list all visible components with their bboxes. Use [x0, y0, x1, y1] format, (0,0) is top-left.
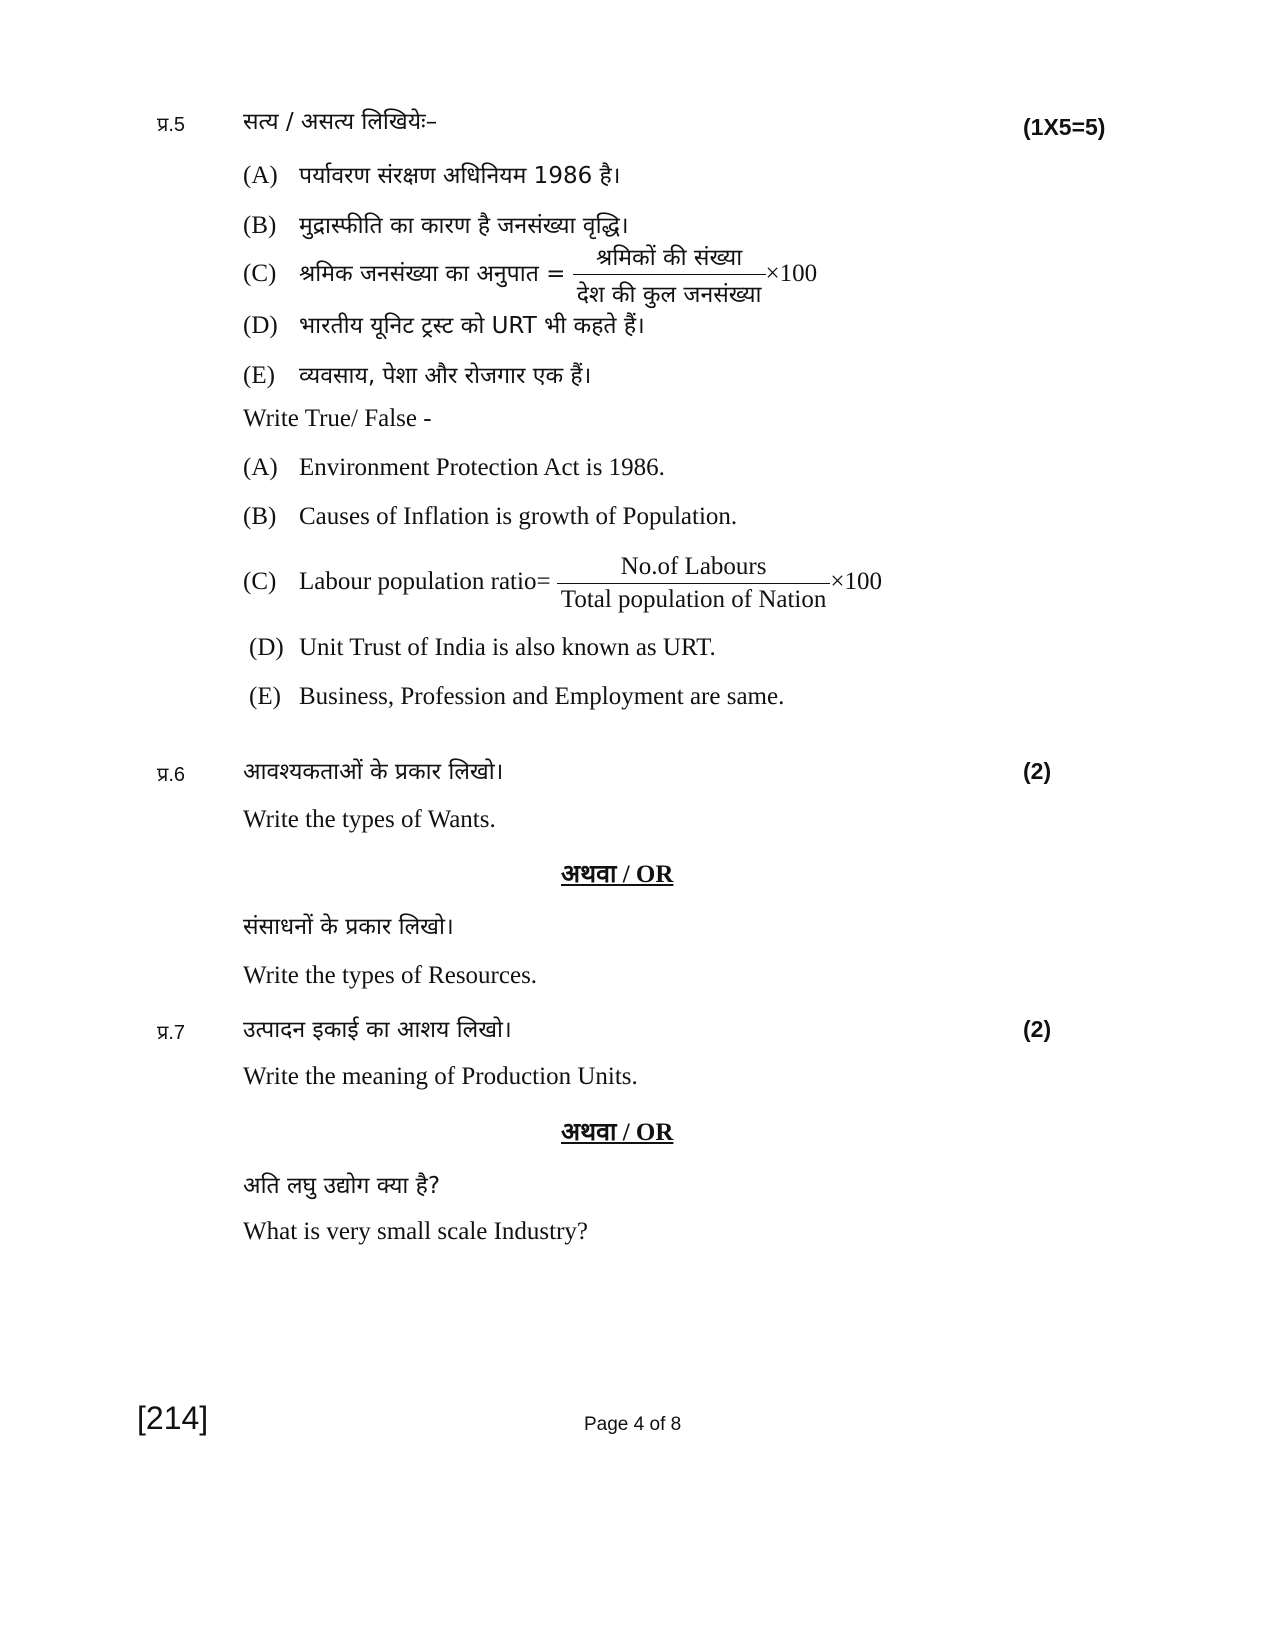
item-text: भारतीय यूनिट ट्रस्ट को URT भी कहते हैं।	[299, 313, 645, 339]
ratio-fraction	[573, 240, 766, 309]
item-text: Business, Profession and Employment are same.	[299, 683, 785, 710]
item-text: Labour population ratio=	[299, 568, 551, 596]
item-label: (E)	[243, 362, 275, 389]
q5-english-item-d	[249, 634, 716, 662]
q6-marks: (2)	[1023, 758, 1052, 784]
item-label: (E)	[249, 683, 281, 710]
item-text: Environment Protection Act is 1986.	[299, 454, 665, 481]
item-label: (D)	[243, 312, 278, 339]
fraction-numerator: No.of Labours	[620, 553, 767, 580]
item-label: (C)	[243, 568, 277, 596]
q7-alt-english: What is very small scale Industry?	[243, 1218, 589, 1245]
item-text: व्यवसाय, पेशा और रोजगार एक हैं।	[299, 363, 592, 389]
item-label: (B)	[243, 503, 277, 530]
q5-hindi-item-e	[243, 358, 591, 390]
fraction-denominator: Total population of Nation	[557, 583, 831, 614]
multiplier: ×100	[830, 568, 882, 596]
q5-english-item-c	[243, 553, 882, 614]
fraction-denominator: देश की कुल जनसंख्या	[573, 274, 766, 309]
q6-question-english: Write the types of Wants.	[243, 806, 496, 833]
q5-english-item-a	[243, 454, 665, 482]
q5-english-item-b	[243, 503, 737, 531]
multiplier: ×100	[765, 260, 818, 287]
q7-question-hindi: उत्पादन इकाई का आशय लिखो।	[243, 1017, 512, 1043]
item-text: Unit Trust of India is also known as URT.	[299, 634, 716, 661]
q6-question-hindi: आवश्यकताओं के प्रकार लिखो।	[243, 759, 504, 785]
q6-or-divider: अथवा / OR	[561, 861, 674, 888]
q7-alt-hindi: अति लघु उद्योग क्या है?	[243, 1173, 441, 1199]
q5-hindi-item-c	[243, 240, 817, 309]
item-label: (A)	[243, 454, 278, 481]
q5-hindi-item-d	[243, 308, 645, 340]
q7-question-english: Write the meaning of Production Units.	[243, 1063, 638, 1090]
q5-title-hindi: सत्य / असत्य लिखियेः–	[243, 109, 438, 135]
q5-hindi-item-b	[243, 208, 629, 240]
item-text: श्रमिक जनसंख्या का अनुपात =	[299, 261, 566, 287]
fraction-numerator: श्रमिकों की संख्या	[596, 245, 743, 271]
item-label: (C)	[243, 260, 277, 287]
q6-number: प्र.6	[157, 764, 186, 786]
q5-title-english: Write True/ False -	[243, 405, 432, 432]
q6-alt-english: Write the types of Resources.	[243, 962, 538, 989]
q7-number: प्र.7	[157, 1022, 186, 1044]
q6-alt-hindi: संसाधनों के प्रकार लिखो।	[243, 914, 454, 940]
paper-code: [214]	[137, 1400, 209, 1436]
q5-number: प्र.5	[157, 114, 186, 136]
item-label: (D)	[249, 634, 284, 661]
q5-english-item-e	[249, 683, 784, 711]
item-label: (B)	[243, 212, 277, 239]
page-number: Page 4 of 8	[584, 1414, 682, 1435]
item-text: Causes of Inflation is growth of Population.	[299, 503, 738, 530]
q7-marks: (2)	[1023, 1016, 1052, 1042]
item-text: मुद्रास्फीति का कारण है जनसंख्या वृद्धि।	[299, 213, 629, 239]
ratio-fraction	[557, 553, 831, 614]
q7-or-divider: अथवा / OR	[561, 1119, 674, 1146]
item-text: पर्यावरण संरक्षण अधिनियम 1986 है।	[299, 163, 621, 189]
q5-marks: (1X5=5)	[1023, 114, 1106, 140]
q5-hindi-item-a	[243, 158, 620, 190]
item-label: (A)	[243, 162, 278, 189]
